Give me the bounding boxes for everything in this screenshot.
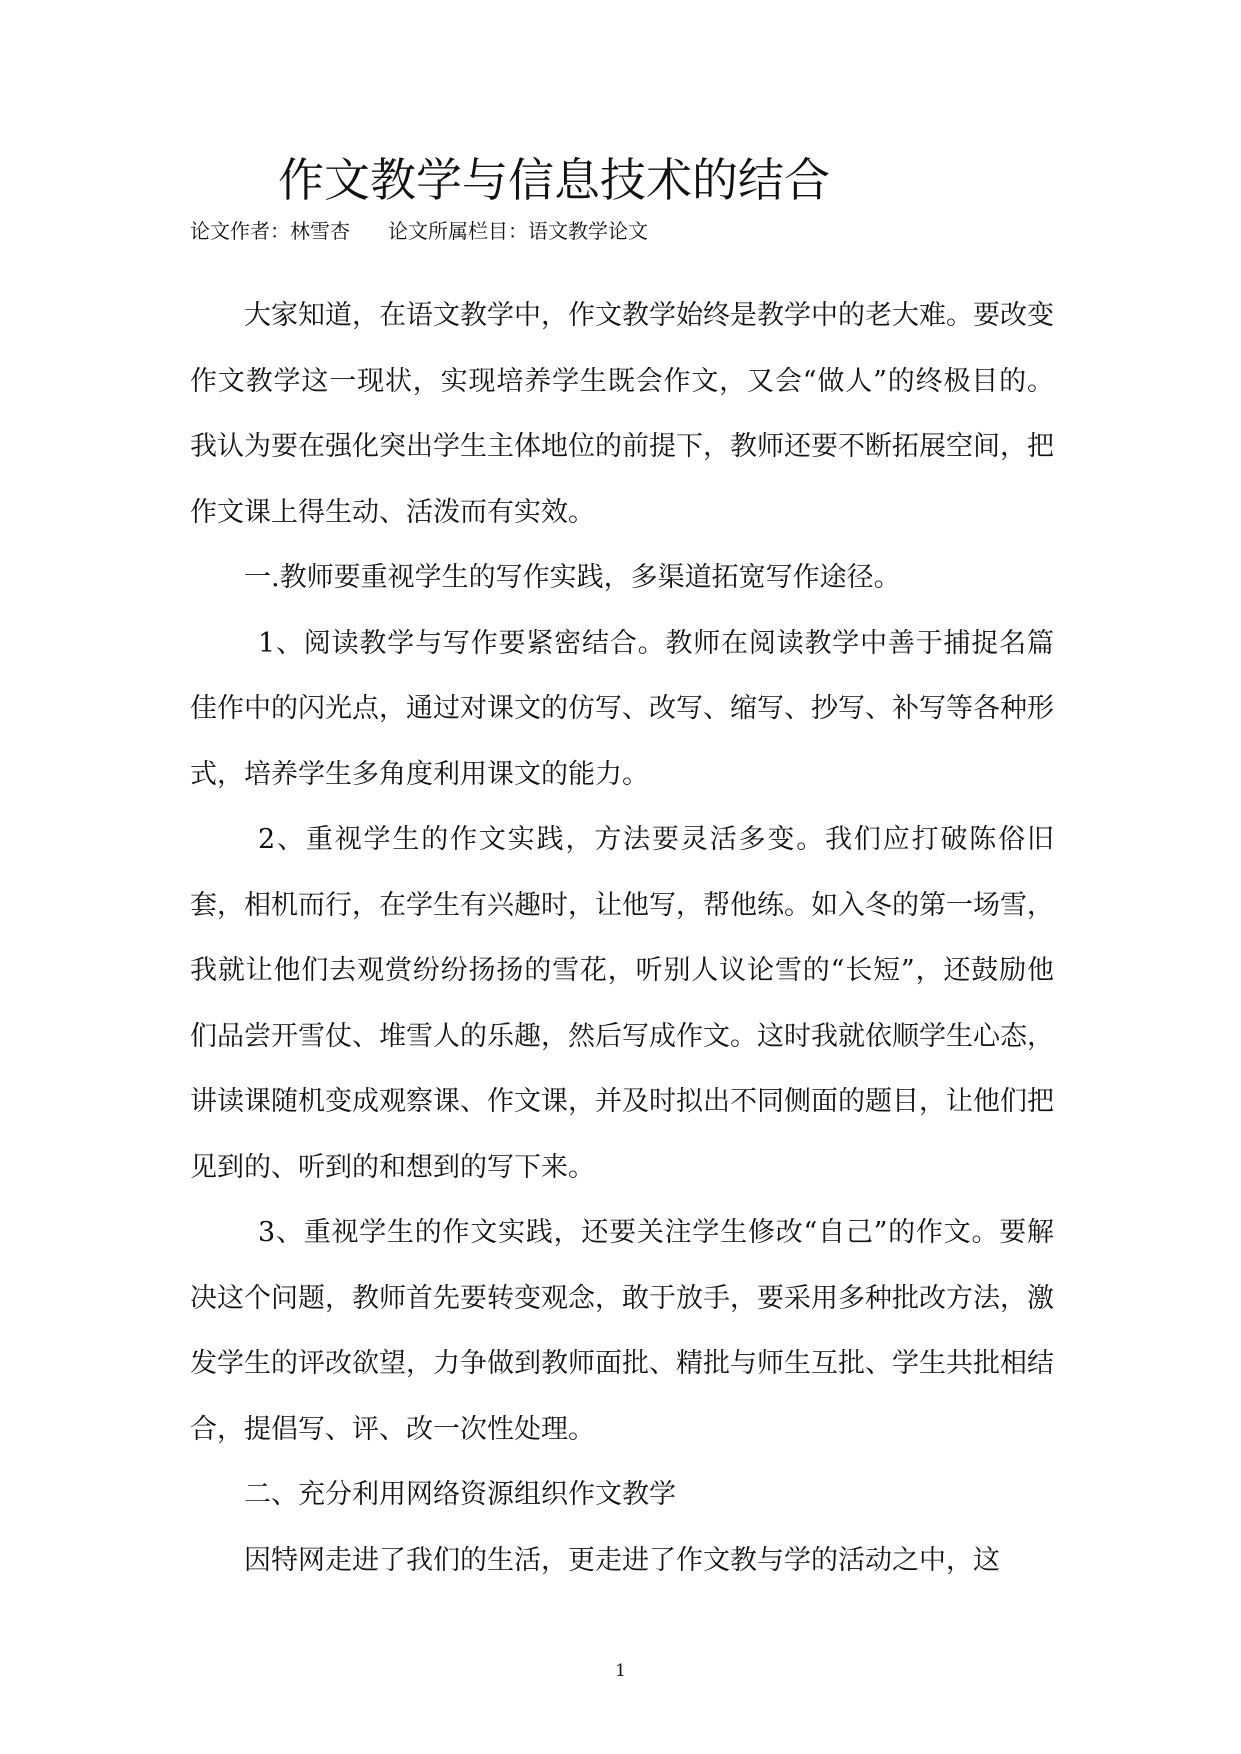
paragraph-intro: 大家知道，在语文教学中，作文教学始终是教学中的老大难。要改变作文教学这一现状，实现培养学生既会作文，又会“做人”的终极目的。我认为要在强化突出学生主体地位的前提下，教师还要不断拓展空间，把作文课上得生动、活泼而有实效。: [190, 300, 1054, 528]
paragraph-internet: 因特网走进了我们的生活，更走进了作文教与学的活动之中，这: [244, 1544, 1000, 1576]
paragraph-point-1: 1、阅读教学与写作要紧密结合。教师在阅读教学中善于捕捉名篇佳作中的闪光点，通过对课文的仿写、改写、缩写、抄写、补写等各种形式，培养学生多角度利用课文的能力。: [190, 627, 1054, 790]
document-title: 作文教学与信息技术的结合: [278, 153, 830, 207]
document-meta: [190, 216, 648, 246]
section-heading-2: 二、充分利用网络资源组织作文教学: [244, 1479, 676, 1510]
paragraph-point-3: 3、重视学生的作文实践，还要关注学生修改“自己”的作文。要解决这个问题，教师首先要转变观念，敢于放手，要采用多种批改方法，激发学生的评改欲望，力争做到教师面批、精批与师生互批、学生共批相结合，提倡写、评、改一次性处理。: [190, 1217, 1054, 1445]
section-heading-1: 一.教师要重视学生的写作实践，多渠道拓宽写作途径。: [244, 562, 901, 593]
paragraph-point-2: 2、重视学生的作文实践，方法要灵活多变。我们应打破陈俗旧套，相机而行，在学生有兴趣时，让他写，帮他练。如入冬的第一场雪，我就让他们去观赏纷纷扬扬的雪花，听别人议论雪的“长短”，还鼓励他们品尝开雪仗、堆雪人的乐趣，然后写成作文。这时我就依顺学生心态，讲读课随机变成观察课、作文课，并及时拟出不同侧面的题目，让他们把见到的、听到的和想到的写下来。: [190, 824, 1054, 1183]
page-number: 1: [615, 1661, 626, 1681]
author-line: 论文作者：林雪杏: [190, 219, 350, 243]
category-line: 论文所属栏目：语文教学论文: [388, 219, 648, 243]
document-body: [190, 283, 1054, 1593]
